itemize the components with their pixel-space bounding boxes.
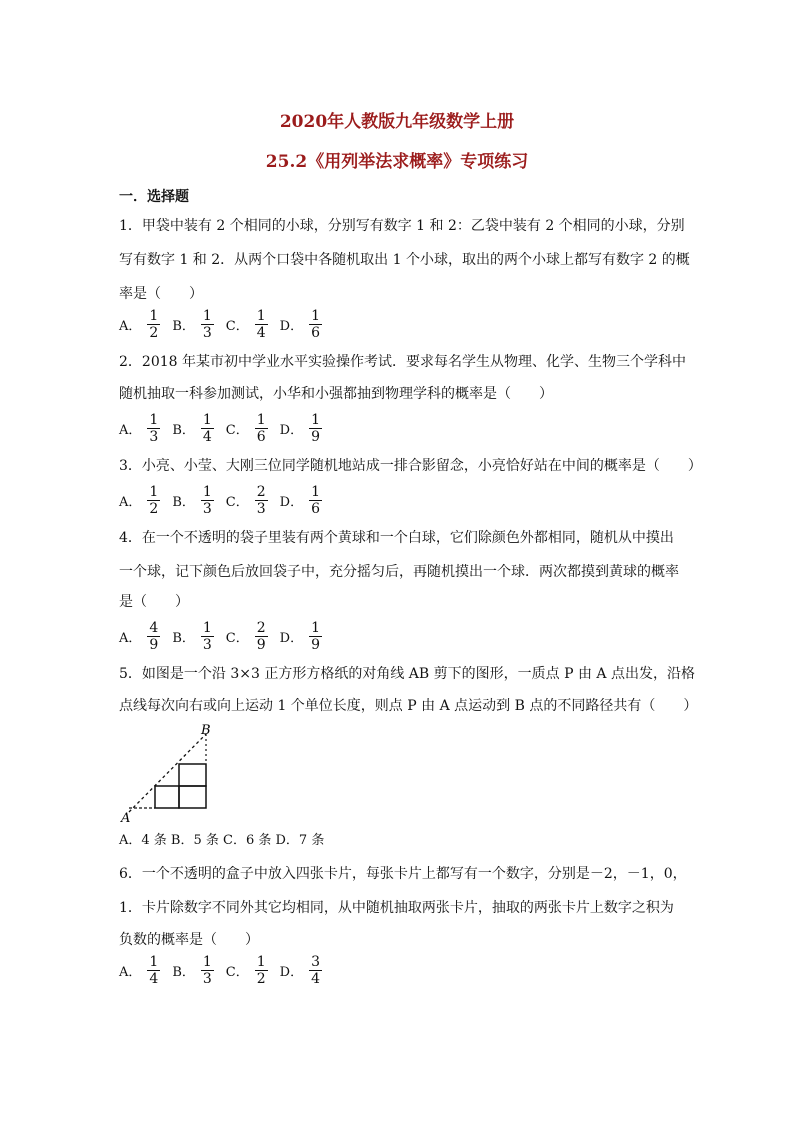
option-b [172,308,213,341]
option-label: A． [119,631,142,646]
point-a-label: A [121,811,131,824]
numerator: 1 [149,954,159,970]
grid-cell [179,764,206,786]
document-title: 2020年人教版九年级数学上册 [279,112,515,132]
question-3-line-1: 3．小亮、小莹、大刚三位同学随机地站成一排合影留念，小亮恰好站在中间的概率是（ ） [119,458,702,474]
fraction [147,308,160,341]
denominator: 4 [202,429,212,445]
option-label: C． [225,495,249,510]
numerator: 3 [311,954,321,970]
fraction [201,620,214,653]
denominator: 3 [202,971,212,987]
question-6-options [119,954,334,987]
numerator: 1 [256,954,266,970]
numerator: 1 [311,620,321,636]
numerator: 1 [202,954,212,970]
numerator: 2 [256,484,266,500]
option-label: D． [279,495,304,510]
option-label: D． [279,319,304,334]
denominator: 9 [256,637,266,653]
option-label: A． [119,965,142,980]
option-label: A． [119,423,142,438]
question-6-line-3: 负数的概率是（ ） [119,932,259,948]
option-d [280,484,322,517]
question-4-line-2: 一个球，记下颜色后放回袋子中，充分摇匀后，再随机摸出一个球．两次都摸到黄球的概率 [119,564,679,580]
numerator: 1 [311,484,321,500]
grid-staircase-figure [119,722,219,824]
fraction [309,620,322,653]
document-subtitle: 25.2《用列举法求概率》专项练习 [265,152,529,172]
fraction [147,620,160,653]
denominator: 2 [149,325,159,341]
denominator: 3 [149,429,159,445]
option-d [280,954,322,987]
option-label: B． [172,495,195,510]
option-c [226,620,268,653]
question-1-line-2: 写有数字 1 和 2．从两个口袋中各随机取出 1 个小球，取出的两个小球上都写有数字 2 的概 [119,252,690,268]
denominator: 4 [149,971,159,987]
option-c [226,412,268,445]
diagonal-ab [129,734,206,812]
numerator: 1 [149,412,159,428]
option-label: B． [172,631,195,646]
denominator: 2 [149,501,159,517]
option-label: D． [279,423,304,438]
option-label: C． [225,319,249,334]
question-2-line-1: 2．2018 年某市初中学业水平实验操作考试．要求每名学生从物理、化学、生物三个学科中 [119,354,686,370]
option-c [226,308,268,341]
denominator: 3 [202,325,212,341]
numerator: 1 [256,308,266,324]
option-b [172,412,213,445]
option-label: D． [279,631,304,646]
option-a [119,620,160,653]
option-a [119,308,160,341]
question-4-options [119,620,334,653]
denominator: 3 [256,501,266,517]
denominator: 4 [311,971,321,987]
denominator: 9 [311,637,321,653]
option-d [280,308,322,341]
numerator: 1 [311,412,321,428]
fraction [255,484,268,517]
option-label: C． [225,631,249,646]
numerator: 4 [149,620,159,636]
question-5-options: A．4 条 B．5 条 C．6 条 D．7 条 [119,833,325,848]
denominator: 3 [202,501,212,517]
numerator: 2 [256,620,266,636]
option-label: B． [172,965,195,980]
option-label: A． [119,495,142,510]
fraction [255,954,268,987]
option-label: D． [279,965,304,980]
fraction [147,412,160,445]
question-6-line-1: 6．一个不透明的盒子中放入四张卡片，每张卡片上都写有一个数字，分别是－2，－1，0， [119,866,687,882]
question-2-line-2: 随机抽取一科参加测试，小华和小强都抽到物理学科的概率是（ ） [119,386,553,402]
question-4-line-3: 是（ ） [119,594,189,610]
question-2-options [119,412,334,445]
option-b [172,620,213,653]
option-c [226,954,268,987]
fraction [255,308,268,341]
question-1-line-1: 1．甲袋中装有 2 个相同的小球，分别写有数字 1 和 2：乙袋中装有 2 个相同的小球，分别 [119,218,685,234]
fraction [201,308,214,341]
option-b [172,484,213,517]
question-5-line-1: 5．如图是一个沿 3×3 正方形方格纸的对角线 AB 剪下的图形，一质点 P 由 A 点出发，沿格 [119,666,695,682]
numerator: 1 [256,412,266,428]
fraction [147,484,160,517]
option-label: A． [119,319,142,334]
question-1-line-3: 率是（ ） [119,286,203,302]
fraction [201,412,214,445]
question-4-line-1: 4．在一个不透明的袋子里装有两个黄球和一个白球，它们除颜色外都相同，随机从中摸出 [119,530,674,546]
point-b-label: B [201,723,211,738]
numerator: 1 [202,412,212,428]
option-label: C． [225,423,249,438]
option-a [119,484,160,517]
fraction [255,412,268,445]
question-3-options [119,484,334,517]
denominator: 9 [311,429,321,445]
option-a [119,954,160,987]
numerator: 1 [149,308,159,324]
denominator: 2 [256,971,266,987]
option-label: B． [172,423,195,438]
fraction [309,308,322,341]
numerator: 1 [202,484,212,500]
fraction [147,954,160,987]
question-6-line-2: 1．卡片除数字不同外其它均相同，从中随机抽取两张卡片，抽取的两张卡片上数字之积为 [119,900,674,916]
fraction [201,484,214,517]
section-heading: 一．选择题 [119,189,189,205]
denominator: 6 [256,429,266,445]
option-a [119,412,160,445]
option-d [280,620,322,653]
fraction [309,484,322,517]
option-c [226,484,268,517]
fraction [201,954,214,987]
numerator: 1 [149,484,159,500]
denominator: 3 [202,637,212,653]
fraction [309,412,322,445]
option-label: B． [172,319,195,334]
fraction [309,954,322,987]
option-b [172,954,213,987]
option-label: C． [225,965,249,980]
fraction [255,620,268,653]
denominator: 4 [256,325,266,341]
numerator: 1 [202,620,212,636]
denominator: 6 [311,325,321,341]
denominator: 9 [149,637,159,653]
numerator: 1 [311,308,321,324]
denominator: 6 [311,501,321,517]
question-1-options [119,308,334,341]
grid-cell [155,786,179,808]
numerator: 1 [202,308,212,324]
grid-cell [179,786,206,808]
option-d [280,412,322,445]
question-5-line-2: 点线每次向右或向上运动 1 个单位长度，则点 P 由 A 点运动到 B 点的不同路径共有（ ） [119,698,698,714]
